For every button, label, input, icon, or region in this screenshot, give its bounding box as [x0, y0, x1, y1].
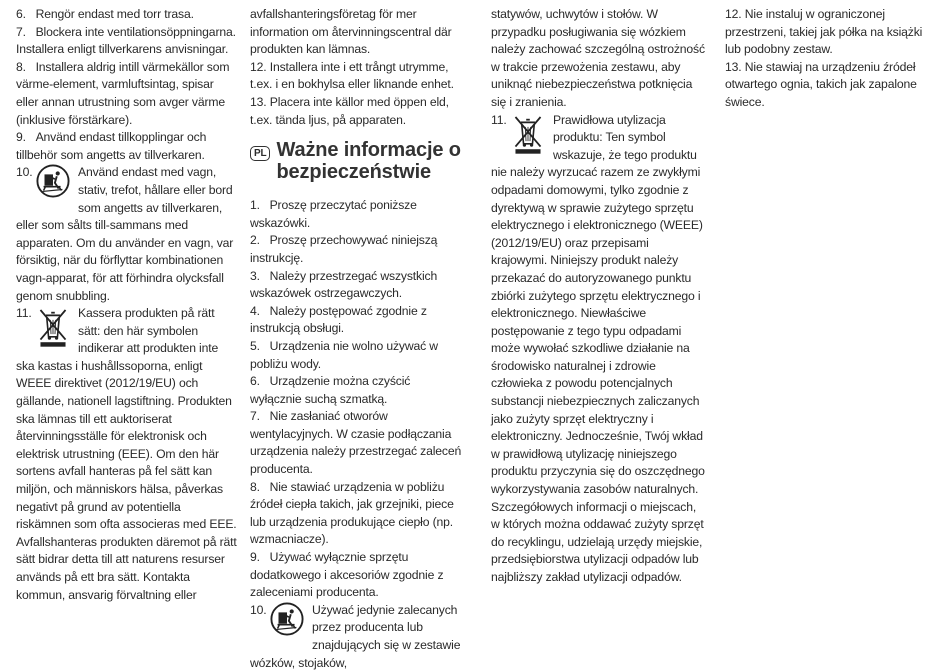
item-11-se — [16, 305, 238, 604]
item-12-pl: 12. Nie instaluj w ograniczonej przestrzeni, takiej jak półka na książki lub podobny zestaw. — [725, 7, 923, 57]
item-11-pl-text: Prawidłowa utylizacja produktu: Ten symbol wskazuje, że tego produktu nie należy wyrzucać razem ze zwykłymi odpadami domowymi, tylko zgodnie z dyrektywą w sprawie zużytego sprzętu elektrycznego i elektronicznego (WEEE) (2012/19/EU) oraz przepisami krajowymi. Niniejszy produkt należy przekazać do autoryzowanego punktu zbiórki zużytego sprzętu elektrycznego i elektronicznego. Niewłaściwe postępowanie z tego typu odpadami może wywołać szkodliwe działanie na środowisko naturalnej i zdrowie człowieka z powodu potencjalnych substancji niebezpiecznych zaliczanych jako zużyty sprzęt elektryczny i elektroniczny. Jednocześnie, Twój wkład w prawidłową utylizację niniejszego produktu przyczynia się do oszczędnego wykorzystywania zasobów naturalnych. Szczegółowych informacji o miejscach, w których można oddawać zużyty sprzęt do recyklingu, udzielają urzędy miejskie, przedsiębiorstwa utylizacji odpadów lub najbliższy zakład utylizacji odpadów. — [491, 112, 705, 584]
weee-bin-icon — [34, 305, 72, 351]
item-9-pl: 9. Używać wyłącznie sprzętu dodatkowego i akcesoriów zgodnie z zaleceniami producenta. — [250, 550, 444, 600]
cart-tip-over-icon — [34, 164, 72, 210]
column-2 — [250, 6, 464, 672]
item-10-pl — [250, 602, 464, 672]
weee-bin-icon — [509, 112, 547, 158]
section-heading-pl — [250, 139, 464, 183]
item-8-pl: 8. Nie stawiać urządzenia w pobliżu źródeł ciepła takich, jak grzejniki, piece lub urządzenia produkujące ciepło (np. wzmacniacze). — [250, 479, 454, 547]
item-4-pl: 4. Należy postępować zgodnie z instrukcją obsługi. — [250, 303, 427, 336]
item-10-pl-text: Używać jedynie zalecanych przez producenta lub znajdujących się w zestawie wózków, stojaków, — [250, 602, 461, 670]
item-11-se-cont: avfallshanteringsföretag för mer information om återvinningscentral där produkten kan lämnas. — [250, 7, 452, 57]
item-10-se — [16, 164, 238, 305]
item-number: 10. — [250, 602, 267, 617]
item-10-pl-cont: statywów, uchwytów i stołów. W przypadku posługiwania się wózkiem należy zachować szczególną ostrożność w trakcie przewożenia zestawu, aby uniknąć niebezpieczeństwa potknięcia się i zranienia. — [491, 7, 705, 109]
section-title: Ważne informacje o bezpieczeństwie — [276, 139, 461, 184]
item-11-pl — [491, 112, 707, 587]
item-8-se: 8. Installera aldrig intill värmekällor som värme-element, varmluftsintag, spisar eller annan utrustning som avger värme (inklusive förstärkare). — [16, 59, 230, 127]
item-5-pl: 5. Urządzenia nie wolno używać w pobliżu wody. — [250, 338, 438, 371]
column-1 — [16, 6, 238, 604]
language-badge: PL — [250, 146, 270, 161]
item-3-pl: 3. Należy przestrzegać wszystkich wskazówek ostrzegawczych. — [250, 268, 438, 301]
item-number: 10. — [16, 165, 33, 180]
column-4 — [725, 6, 937, 112]
item-9-se: 9. Använd endast tillkopplingar och tillbehör som angetts av tillverkaren. — [16, 130, 207, 162]
item-11-se-text: Kassera produkten på rätt sätt: den här symbolen indikerar att produkten inte ska kastas i hushållssoporna, enligt WEEE direktivet (2012/19/EU) och gällande, nationell lagstiftning. Produkten ska lämnas till ett auktoriserat återvinningsställe för elektronisk och elektrisk utrustning (EEE). Om den här sortens avfall hanteras på fel sätt kan miljön, och människors hälsa, påverkas negativt på grund av potentiella riskämnen som ofta associeras med EEE. Avfallshanteras produkten däremot på rätt sätt bidrar detta till att naturens resurser används på ett bra sätt. Kontakta kommun, ansvarig förvaltning eller — [16, 306, 237, 602]
item-13-pl: 13. Nie stawiaj na urządzeniu źródeł otwartego ognia, takich jak zapalone świece. — [725, 59, 917, 109]
item-7-pl: 7. Nie zasłaniać otworów wentylacyjnych. W czasie podłączania urządzenia należy przestrzegać zaleceń producenta. — [250, 409, 462, 477]
item-6-se: 6. Rengör endast med torr trasa. — [16, 7, 194, 21]
item-12-se: 12. Installera inte i ett trångt utrymme, t.ex. i en bokhylsa eller liknande enhet. — [250, 59, 454, 92]
item-2-pl: 2. Proszę przechowywać niniejszą instrukcję. — [250, 233, 438, 265]
item-13-se: 13. Placera inte källor med öppen eld, t.ex. tända ljus, på apparaten. — [250, 94, 449, 127]
item-number: 11. — [16, 306, 32, 321]
item-1-pl: 1. Proszę przeczytać poniższe wskazówki. — [250, 198, 417, 230]
item-7-se: 7. Blockera inte ventilationsöppningarna. Installera enligt tillverkarens anvisningar. — [16, 24, 236, 57]
item-number: 11. — [491, 112, 507, 127]
column-3 — [491, 6, 707, 587]
item-6-pl: 6. Urządzenie można czyścić wyłącznie suchą szmatką. — [250, 374, 411, 406]
item-10-se-text: Använd endast med vagn, stativ, trefot, hållare eller bord som angetts av tillverkaren, eller som sålts till-sammans med apparaten. Om du använder en vagn, var försiktig, när du förflyttar kombinationen vagn-apparat, för att förhindra olycksfall genom snubbling. — [16, 165, 234, 303]
cart-tip-over-icon — [268, 602, 306, 648]
